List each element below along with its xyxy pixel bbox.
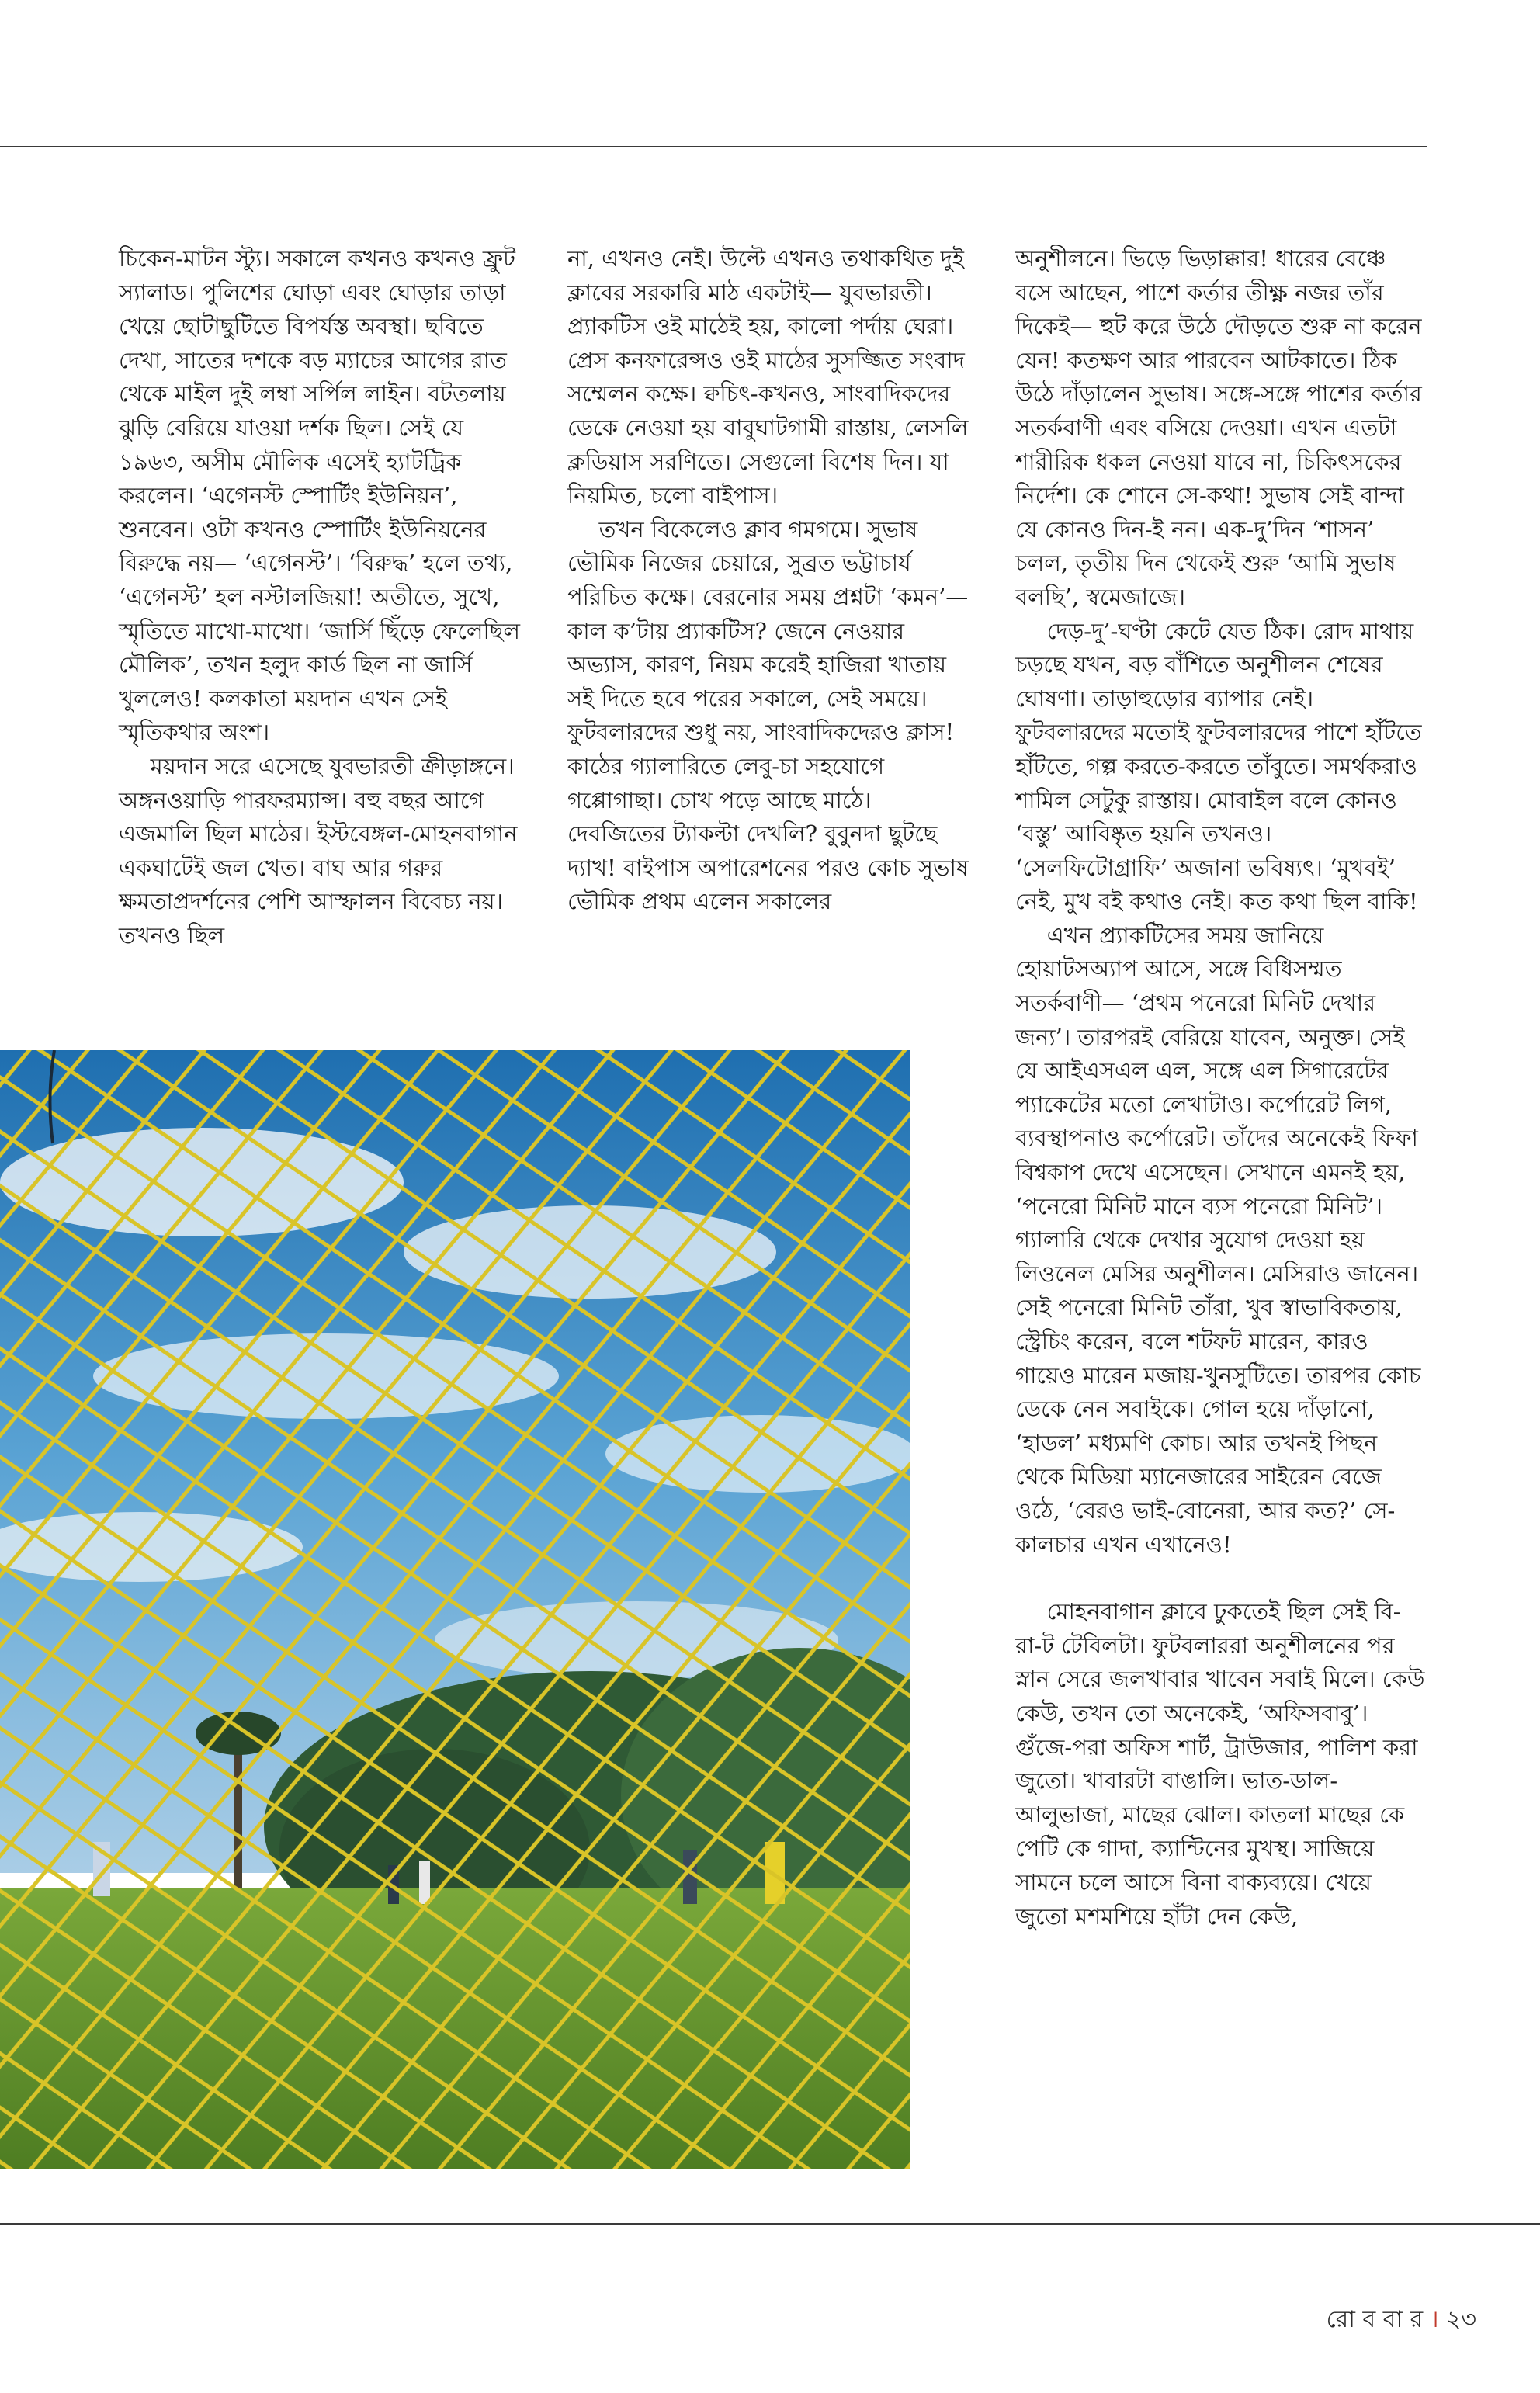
top-rule [0,146,1427,147]
bottom-rule [0,2223,1540,2225]
column-1-paragraph-2: ময়দান সরে এসেছে যুবভারতী ক্রীড়াঙ্গনে। অঙ্গনওয়াড়ি পারফরম্যান্স। বহু বছর আগে এজমালি ছিল মাঠের। ইস্টবেঙ্গল-মোহনবাগান একঘাটেই জল খেত। বাঘ আর গরুর ক্ষমতাপ্রদর্শনের পেশি আস্ফালন বিবেচ্য নয়। তখনও ছিল [119,752,518,949]
page-folio [1327,2301,1476,2340]
goal-net-photo [0,1050,910,2169]
column-2-paragraph-2: তখন বিকেলেও ক্লাব গমগমে। সুভাষ ভৌমিক নিজের চেয়ারে, সুব্রত ভট্টাচার্য পরিচিত কক্ষে। বেরনোর সময় প্রশ্নটা ‘কমন’— কাল ক’টায় প্র্যাকটিস? জেনে নেওয়ার অভ্যাস, কারণ, নিয়ম করেই হাজিরা খাতায় সই দিতে হবে পরের সকালে, সেই সময়ে। ফুটবলারদের শুধু নয়, সাংবাদিকদেরও ক্লাস! কাঠের গ্যালারিতে লেবু-চা সহযোগে গপ্পোগাছা। চোখ পড়ে আছে মাঠে। দেবজিতের ট্যাকল্টা দেখলি? বুবুনদা ছুটছে দ্যাখ! বাইপাস অপারেশনের পরও কোচ সুভাষ ভৌমিক প্রথম এলেন সকালের [567,515,969,915]
column-3-paragraph-4: মোহনবাগান ক্লাবে ঢুকতেই ছিল সেই বি-রা-ট টেবিলটা। ফুটবলাররা অনুশীলনের পর স্নান সেরে জলখাবার খাবেন সবাই মিলে। কেউ কেউ, তখন তো অনেকেই, ‘অফিসবাবু’। গুঁজে-পরা অফিস শার্ট, ট্রাউজার, পালিশ করা জুতো। খাবারটা বাঙালি। ভাত-ডাল-আলুভাজা, মাছের ঝোল। কাতলা মাছের কে পেটি কে গাদা, ক্যান্টিনের মুখস্থ। সাজিয়ে সামনে চলে আসে বিনা বাক্যব্যয়ে। খেয়ে জুতো মশমশিয়ে হাঁটা দেন কেউ, [1015,1598,1425,1930]
column-2-paragraph-1: না, এখনও নেই। উল্টে এখনও তথাকথিত দুই ক্লাবের সরকারি মাঠ একটাই— যুবভারতী। প্র্যাকটিস ওই মাঠেই হয়, কালো পর্দায় ঘেরা। প্রেস কনফারেন্সও ওই মাঠের সুসজ্জিত সংবাদ সম্মেলন কক্ষে। ক্বচিৎ-কখনও, সাংবাদিকদের ডেকে নেওয়া হয় বাবুঘাটগামী রাস্তায়, লেসলি ক্লডিয়াস সরণিতে। সেগুলো বিশেষ দিন। যা নিয়মিত, চলো বাইপাস। [567,245,969,509]
column-1-paragraph-1: চিকেন-মাটন স্ট্যু। সকালে কখনও কখনও ফ্রুট স্যালাড। পুলিশের ঘোড়া এবং ঘোড়ার তাড়া খেয়ে ছোটাছুটিতে বিপর্যস্ত অবস্থা। ছবিতে দেখা, সাতের দশকে বড় ম্যাচের আগের রাত থেকে মাইল দুই লম্বা সর্পিল লাইন। বটতলায় ঝুড়ি বেরিয়ে যাওয়া দর্শক ছিল। সেই যে ১৯৬৩, অসীম মৌলিক এসেই হ্যাটট্রিক করলেন। ‘এগেনস্ট স্পোর্টিং ইউনিয়ন’, শুনবেন। ওটা কখনও স্পোর্টিং ইউনিয়নের বিরুদ্ধে নয়— ‘এগেনস্ট’। ‘বিরুদ্ধ’ হলে তথ্য, ‘এগেনস্ট’ হল নস্টালজিয়া! অতীতে, সুখে, স্মৃতিতে মাখো-মাখো। ‘জার্সি ছিঁড়ে ফেলেছিল মৌলিক’, তখন হলুদ কার্ড ছিল না জার্সি খুললেও! কলকাতা ময়দান এখন সেই স্মৃতিকথার অংশ। [119,245,520,746]
page-number: ২৩ [1445,2306,1476,2333]
column-3-paragraph-2: দেড়-দু’-ঘণ্টা কেটে যেত ঠিক। রোদ মাথায় চড়ছে যখন, বড় বাঁশিতে অনুশীলন শেষের ঘোষণা। তাড়াহুড়োর ব্যাপার নেই। ফুটবলারদের মতোই ফুটবলারদের পাশে হাঁটতে হাঁটতে, গল্প করতে-করতে তাঁবুতে। সমর্থকরাও শামিল সেটুকু রাস্তায়। মোবাইল বলে কোনও ‘বস্তু’ আবিষ্কৃত হয়নি তখনও। ‘সেলফিটোগ্রাফি’ অজানা ভবিষ্যৎ। ‘মুখবই’ নেই, মুখ বই কথাও নেই। কত কথা ছিল বাকি! [1015,617,1422,915]
folio-separator: । [1430,2306,1439,2333]
column-3-paragraph-1: অনুশীলনে। ভিড়ে ভিড়াক্কার! ধারের বেঞ্চে বসে আছেন, পাশে কর্তার তীক্ষ্ণ নজর তাঁর দিকেই— হুট করে উঠে দৌড়তে শুরু না করেন যেন! কতক্ষণ আর পারবেন আটকাতে। ঠিক উঠে দাঁড়ালেন সুভাষ। সঙ্গে-সঙ্গে পাশের কর্তার সতর্কবাণী এবং বসিয়ে দেওয়া। এখন এতটা শারীরিক ধকল নেওয়া যাবে না, চিকিৎসকের নির্দেশ। কে শোনে সে-কথা! সুভাষ সেই বান্দা যে কোনও দিন-ই নন। এক-দু’দিন ‘শাসন’ চলল, তৃতীয় দিন থেকেই শুরু ‘আমি সুভাষ বলছি’, স্বমেজাজে। [1015,245,1422,610]
magazine-name: রো ব বা র [1326,2306,1424,2333]
text-column-3 [1015,242,1425,1933]
text-column-1 [119,242,528,952]
net-mesh [0,1050,910,2169]
text-column-2 [567,242,976,919]
column-3-paragraph-3: এখন প্র্যাকটিসের সময় জানিয়ে হোয়াটসঅ্যাপ আসে, সঙ্গে বিধিসম্মত সতর্কবাণী— ‘প্রথম পনেরো মিনিট দেখার জন্য’। তারপরই বেরিয়ে যাবেন, অনুক্ত। সেই যে আইএসএল এল, সঙ্গে এল সিগারেটের প্যাকেটের মতো লেখাটাও। কর্পোরেট লিগ, ব্যবস্থাপনাও কর্পোরেট। তাঁদের অনেকেই ফিফা বিশ্বকাপ দেখে এসেছেন। সেখানে এমনই হয়, ‘পনেরো মিনিট মানে ব্যস পনেরো মিনিট’। গ্যালারি থেকে দেখার সুযোগ দেওয়া হয় লিওনেল মেসির অনুশীলন। মেসিরাও জানেন। সেই পনেরো মিনিট তাঁরা, খুব স্বাভাবিকতায়, স্ট্রেচিং করেন, বলে শটফট মারেন, কারও গায়েও মারেন মজায়-খুনসুটিতে। তারপর কোচ ডেকে নেন সবাইকে। গোল হয়ে দাঁড়ানো, ‘হাডল’ মধ্যমণি কোচ। আর তখনই পিছন থেকে মিডিয়া ম্যানেজারের সাইরেন বেজে ওঠে, ‘বেরও ভাই-বোনেরা, আর কত?’ সে-কালচার এখন এখানেও! [1015,921,1421,1558]
